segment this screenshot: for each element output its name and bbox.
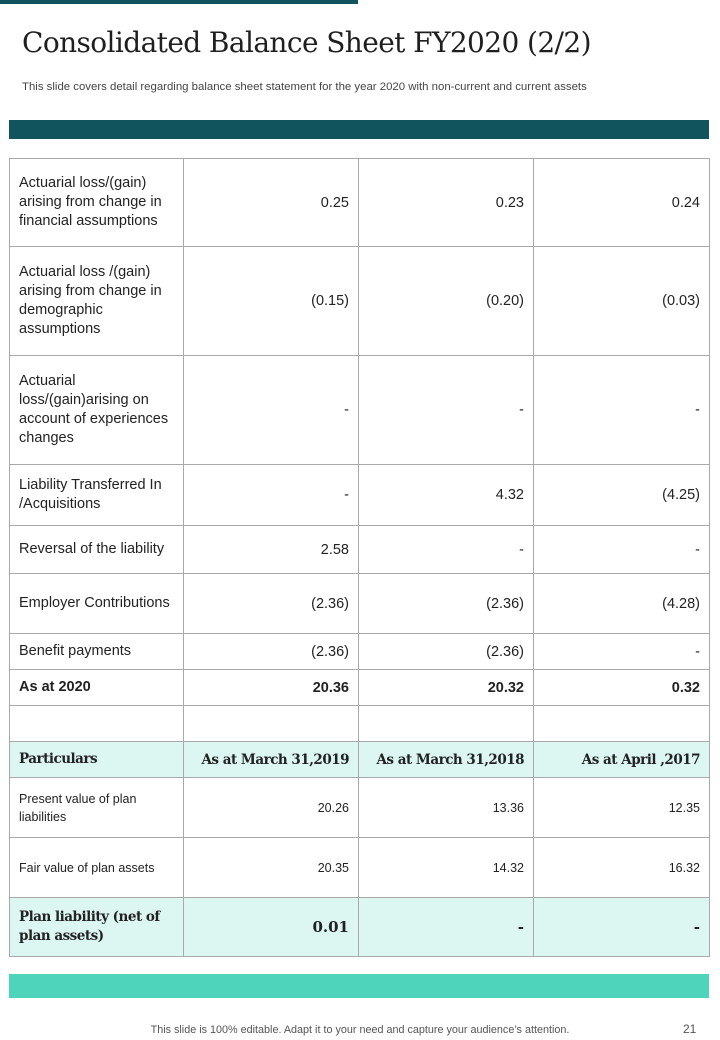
footer-band <box>9 974 709 998</box>
row-label: Reversal of the liability <box>10 526 184 574</box>
row-label: Benefit payments <box>10 634 184 670</box>
row-label: Actuarial loss/(gain) arising from change in financial assumptions <box>10 159 184 247</box>
header-march-2019: As at March 31,2019 <box>184 742 359 778</box>
value-cell: - <box>534 356 710 465</box>
value-cell: 20.32 <box>359 670 534 706</box>
value-cell: - <box>359 356 534 465</box>
row-label: Actuarial loss/(gain)arising on account of experiences changes <box>10 356 184 465</box>
value-cell: (2.36) <box>184 574 359 634</box>
empty-cell <box>534 706 710 742</box>
row-label: As at 2020 <box>10 670 184 706</box>
slide-title: Consolidated Balance Sheet FY2020 (2/2) <box>22 26 591 59</box>
value-cell: (0.03) <box>534 247 710 356</box>
table-header-row <box>10 742 710 778</box>
value-cell: - <box>534 526 710 574</box>
value-cell: 20.36 <box>184 670 359 706</box>
table-row <box>10 465 710 526</box>
table-row <box>10 247 710 356</box>
top-accent-bar <box>0 0 358 4</box>
total-value: - <box>359 898 534 957</box>
value-cell: - <box>184 356 359 465</box>
total-row <box>10 898 710 957</box>
table-row <box>10 526 710 574</box>
empty-row <box>10 706 710 742</box>
table-row <box>10 356 710 465</box>
table-row <box>10 574 710 634</box>
value-cell: 2.58 <box>184 526 359 574</box>
value-cell: (0.15) <box>184 247 359 356</box>
total-value: - <box>534 898 710 957</box>
table-row <box>10 778 710 838</box>
value-cell: (2.36) <box>359 634 534 670</box>
header-band <box>9 120 709 139</box>
table-row <box>10 159 710 247</box>
empty-cell <box>184 706 359 742</box>
value-cell: (0.20) <box>359 247 534 356</box>
header-particulars: Particulars <box>10 742 184 778</box>
page-number: 21 <box>683 1022 697 1036</box>
value-cell: (2.36) <box>359 574 534 634</box>
header-april-2017: As at April ,2017 <box>534 742 710 778</box>
value-cell: 0.32 <box>534 670 710 706</box>
footer-note: This slide is 100% editable. Adapt it to your need and capture your audience’s attention. <box>150 1024 570 1036</box>
total-value: 0.01 <box>184 898 359 957</box>
total-label: Plan liability (net of plan assets) <box>10 898 184 957</box>
table-row <box>10 634 710 670</box>
value-cell: 20.26 <box>184 778 359 838</box>
value-cell: (4.25) <box>534 465 710 526</box>
value-cell: - <box>359 526 534 574</box>
row-label: Liability Transferred In /Acquisitions <box>10 465 184 526</box>
value-cell: (4.28) <box>534 574 710 634</box>
row-label: Present value of plan liabilities <box>10 778 184 838</box>
value-cell: 0.25 <box>184 159 359 247</box>
value-cell: 13.36 <box>359 778 534 838</box>
value-cell: 4.32 <box>359 465 534 526</box>
value-cell: 12.35 <box>534 778 710 838</box>
empty-cell <box>359 706 534 742</box>
value-cell: 14.32 <box>359 838 534 898</box>
row-label: Employer Contributions <box>10 574 184 634</box>
row-label: Actuarial loss /(gain) arising from change in demographic assumptions <box>10 247 184 356</box>
balance-sheet-table <box>9 158 710 957</box>
value-cell: 20.35 <box>184 838 359 898</box>
value-cell: 0.24 <box>534 159 710 247</box>
row-label: Fair value of plan assets <box>10 838 184 898</box>
header-march-2018: As at March 31,2018 <box>359 742 534 778</box>
value-cell: - <box>184 465 359 526</box>
table-row <box>10 838 710 898</box>
empty-cell <box>10 706 184 742</box>
value-cell: 0.23 <box>359 159 534 247</box>
table-row-as-at-2020 <box>10 670 710 706</box>
value-cell: - <box>534 634 710 670</box>
slide-subtitle: This slide covers detail regarding balance sheet statement for the year 2020 with non-current and current assets <box>22 81 587 93</box>
value-cell: 16.32 <box>534 838 710 898</box>
value-cell: (2.36) <box>184 634 359 670</box>
